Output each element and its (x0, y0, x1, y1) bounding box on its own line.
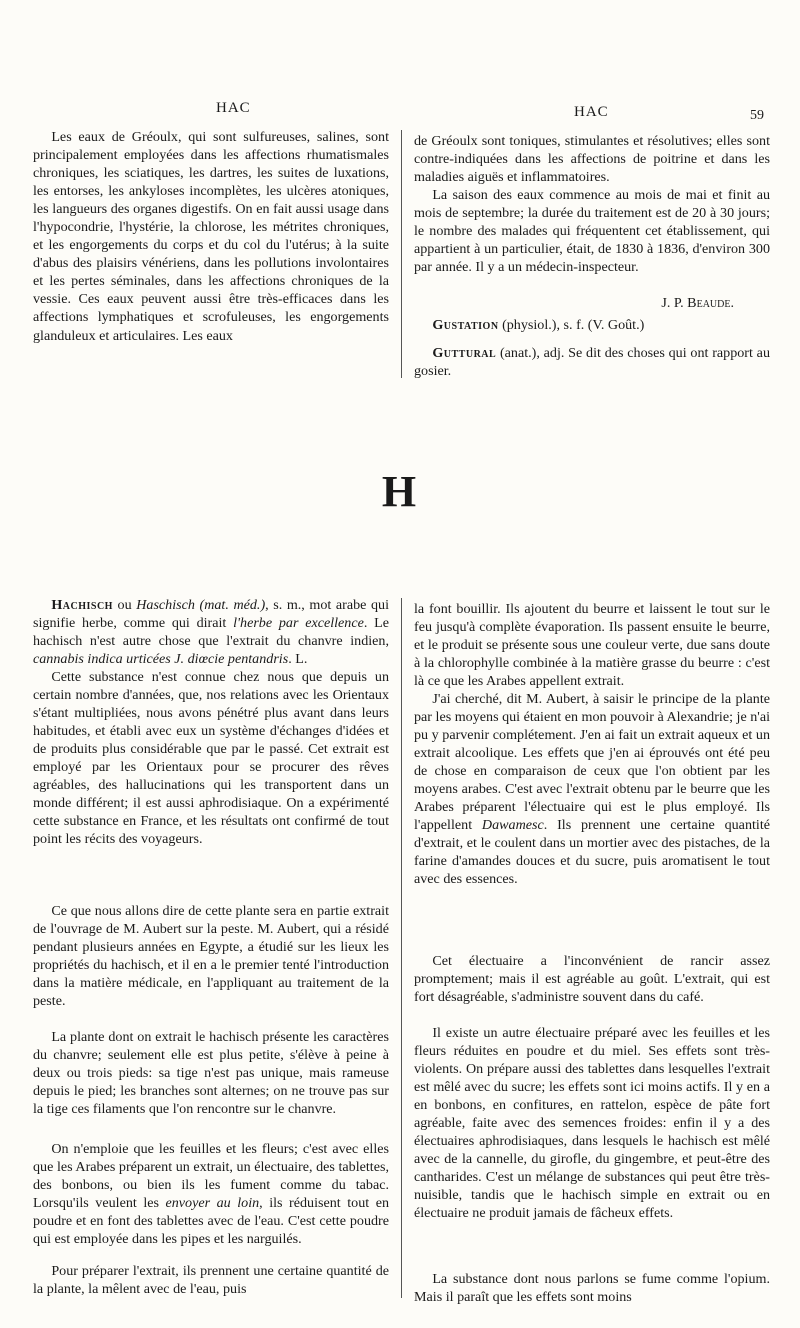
entry-gustation-headword: Gustation (432, 317, 499, 333)
entry-hachisch-text-d: , s. m., mot arabe qui signifie herbe, comme qui dirait (33, 597, 389, 632)
entry-guttural (414, 344, 770, 380)
hachisch-uses-paragraph (33, 1140, 389, 1248)
entry-gustation (414, 316, 770, 334)
hachisch-electuary-paragraph: Cet électuaire a l'inconvénient de rancir assez promptement; mais il est agréable au goût. L'extrait, qui est fort désagréable, s'administre souvent dans du café. (414, 953, 770, 1006)
entry-haschisch-variant: Haschisch (136, 597, 195, 613)
entry-hachisch-botanical-name: cannabis indica urticées J. diœcie pentandris (33, 651, 289, 668)
entry-hachisch-category: (mat. méd.) (194, 597, 266, 613)
entry-hachisch-headword: Hachisch (51, 597, 113, 613)
entry-hachisch-paragraph (33, 596, 389, 668)
hachisch-plant-paragraph: La plante dont on extrait le hachisch présente les caractères du chanvre; seulement elle est plus petite, s'élève à peine à deux ou trois pieds: sa tige n'est pas unique, mais rameuse depuis le pied; les branches sont alternes; on ne trouve pas sur la tige ces filaments que l'on rencontre sur le chanvre. (33, 1029, 389, 1118)
dawamesc-term: Dawamesc (481, 817, 544, 834)
right-running-head: HAC (574, 104, 609, 120)
entry-hachisch-italic-phrase: l'herbe par excellence (233, 615, 364, 632)
hachisch-uses-italic: envoyer au loin (165, 1195, 260, 1212)
entry-hachisch-text-a: ou (112, 597, 137, 613)
hachisch-aubert-quote-paragraph (414, 690, 770, 889)
aubert-quote-text-a: J'ai cherché, dit M. Aubert, à saisir le principe de la plante par les moyens qui étaient en mon pouvoir à Alexandrie; je n'ai pu y parvenir complétement. J'en ai fait un extrait aqueux et un extrait alcoolique. Les effets que j'en ai éprouvés ont été peu de chose en comparaison de ceux que l'on obtient par les moyens arabes. C'est avec l'extrait obtenu par le beurre que les Arabes préparent l'électuaire qui est le plus employé. Ils l'appellent (414, 691, 770, 834)
entry-gustation-body: (physiol.), s. f. (V. Goût.) (498, 317, 645, 333)
author-signature: J. P. Beaude. (661, 295, 734, 311)
hachisch-butter-paragraph: la font bouillir. Ils ajoutent du beurre et laissent le tout sur le feu jusqu'à complète évaporation. Ils passent ensuite le beurre, et le produit se présente sous une couleur verte, due sans doute à la chlorophylle combinée à la matière grasse du beurre : c'est là ce que les Arabes appellent extrait. (414, 601, 770, 690)
entry-guttural-headword: Guttural (432, 345, 497, 361)
top-column-rule (401, 130, 402, 378)
hachisch-extract-paragraph: Pour préparer l'extrait, ils prennent une certaine quantité de la plante, la mêlent avec de l'eau, puis (33, 1263, 389, 1298)
hachisch-uses-text-c: , ils réduisent tout en poudre et en font des tablettes avec de l'eau. C'est cette poudre qui est employée dans les pipes et les narguilés. (33, 1195, 389, 1248)
hachisch-uses-text-a: On n'emploie que les feuilles et les fleurs; c'est avec elles que les Arabes préparent un extrait, un électuaire, des tablettes, des bonbons, ou bien ils les fument comme du tabac. Lorsqu'ils veulent les (33, 1141, 389, 1212)
hachisch-smoking-paragraph: La substance dont nous parlons se fume comme l'opium. Mais il paraît que les effets sont moins (414, 1271, 770, 1306)
gréoulx-continued-paragraph: de Gréoulx sont toniques, stimulantes et résolutives; elles sont contre-indiquées dans les affections de poitrine et dans les maladies aiguës et inflammatoires. (414, 133, 770, 186)
aubert-quote-text-c: . Ils prennent une certaine quantité d'extrait, et le coulent dans un mortier avec des pistaches, de la farine d'amandes douces et du sucre, puis aromatisent le tout avec des essences. (414, 817, 770, 888)
page-number: 59 (750, 108, 764, 123)
left-running-head: HAC (216, 100, 251, 116)
entry-guttural-body: (anat.), adj. Se dit des choses qui ont rapport au gosier. (414, 345, 770, 380)
gréoulx-indications-paragraph: Les eaux de Gréoulx, qui sont sulfureuses, salines, sont principalement employées dans les affections rhumatismales chroniques, les sciatiques, les dartres, les suites de luxations, les entorses, les ankyloses incomplètes, les ulcères atoniques, les langueurs des organes digestifs. On en fait aussi usage dans l'hypocondrie, l'hystérie, la chlorose, les métrites chroniques, et les engorgements du corps et du col du l'utérus; à la suite d'abus des plaisirs vénériens, dans les pollutions involontaires et les pertes séminales, dans les affections chroniques de la vessie. Ces eaux peuvent aussi être très-efficaces dans les affections lymphatiques et scrofuleuses, les engorgements glanduleux et articulaires. Les eaux (33, 129, 389, 344)
bottom-column-rule (401, 598, 402, 1298)
hachisch-substance-paragraph: Cette substance n'est connue chez nous que depuis un certain nombre d'années, que, nos relations avec les Orientaux s'étant multipliées, nous avons pénétré plus avant dans leurs habitudes, et établi avec eux un système d'échanges d'idées et de produits plus considérable que par le passé. Cet extrait est employé par les Orientaux pour se procurer des rêves agréables, des hallucinations qui les transportent dans un monde différent; il est aussi aphrodisiaque. On a expérimenté cette substance en France, et les résultats ont confirmé de tout point les récits des voyageurs. (33, 669, 389, 848)
entry-hachisch-text-h: . L. (288, 651, 308, 668)
gréoulx-season-paragraph: La saison des eaux commence au mois de mai et finit au mois de septembre; la durée du traitement est de 20 à 30 jours; le nombre des malades qui fréquentent cet établissement, qui appartient à un particulier, était, de 1830 à 1836, d'environ 300 par année. Il y a un médecin-inspecteur. (414, 187, 770, 276)
entry-hachisch-text-f: . Le hachisch n'est autre chose que l'extrait du chanvre indien, (33, 615, 389, 650)
section-letter-h: H (381, 467, 419, 516)
hachisch-other-electuary-paragraph: Il existe un autre électuaire préparé avec les feuilles et les fleurs réduites en poudre et du miel. Ses effets sont très-violents. On prépare aussi des tablettes dans lesquelles l'extrait est mêlé avec du sucre; les effets sont ici moins actifs. Il y en a en bonbons, en confitures, en rattelon, espèce de pâte fort agréable, faite avec des semences froides: enfin il y a des électuaires aphrodisiaques, dans lesquels le hachisch est mêlé avec de la cannelle, du girofle, du gingembre, et peut-être des cantharides. C'est un mélange de substances qui peut être très-nuisible, tandis que le hachisch simple en extrait ou en électuaire ne produit jamais de fâcheux effets. (414, 1025, 770, 1222)
hachisch-aubert-paragraph: Ce que nous allons dire de cette plante sera en partie extrait de l'ouvrage de M. Aubert sur la peste. M. Aubert, qui a résidé pendant plusieurs années en Egypte, a étudié sur les lieux les propriétés du hachisch, et il en a le premier tenté l'introduction dans la matière médicale, en l'appliquant au traitement de la peste. (33, 903, 389, 1010)
